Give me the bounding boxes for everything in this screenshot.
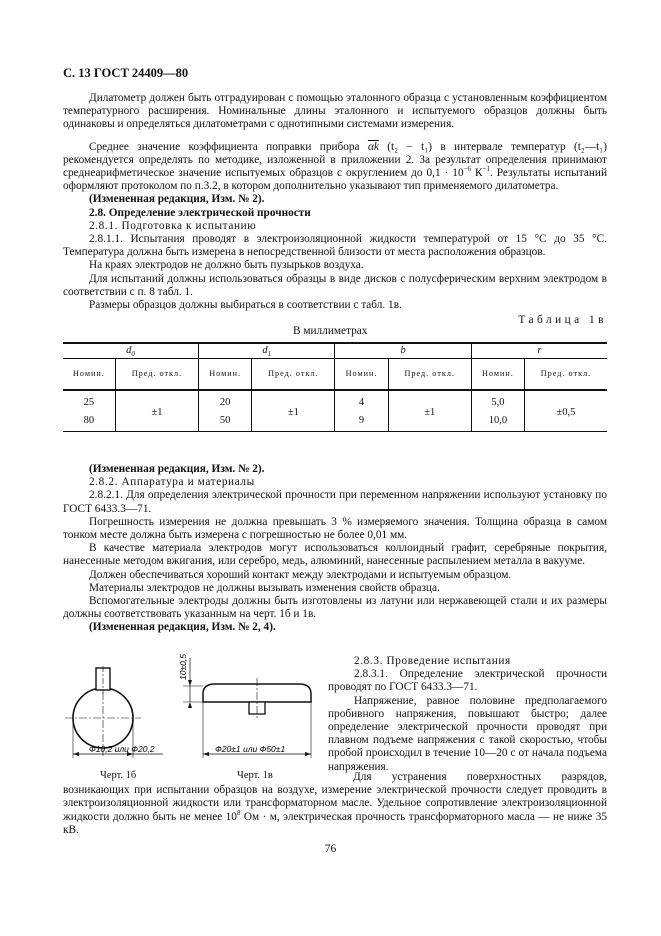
- section-2-8-title: 2.8. Определение электрической прочности: [89, 206, 311, 219]
- paragraph-contact: Должен обеспечиваться хороший контакт между электродами и испытуемым образцом.: [89, 568, 512, 581]
- table-cell: 50: [199, 411, 252, 432]
- section-2-8-1-title: 2.8.1. Подготовка к испытанию: [89, 219, 257, 232]
- exponent-minus-one: −1: [482, 165, 490, 174]
- col-header: Пред. откл.: [252, 358, 335, 390]
- paragraph-2-8-3-1: 2.8.3.1. Определение электрической прочности проводят по ГОСТ 6433.3—71.: [328, 668, 607, 694]
- figure-1v-caption: Черт. 1в: [237, 770, 273, 781]
- edit-note-1: (Измененная редакция, Изм. № 2).: [89, 193, 265, 206]
- paragraph-coefficient: [63, 141, 607, 194]
- edit-note-2: (Измененная редакция, Изм. № 2).: [89, 463, 265, 475]
- bottom-text: [63, 771, 607, 837]
- table-cell: ±0,5: [524, 390, 607, 432]
- paragraph-voltage: Напряжение, равное половине предполагаемого пробивного напряжения, повышают быстро; далее определение электрической прочности проводят при плавном подъеме напряжения с такой скоростью, чтобы пробой происходил в течение 10—20 с от начала подъема напряжения.: [328, 694, 607, 773]
- coefficient-text-a: Среднее значение коэффициента поправки прибора: [89, 140, 368, 153]
- table-row: [63, 390, 607, 411]
- paragraph-materials: В качестве материала электродов могут использоваться коллоидный графит, серебряные покрытия, нанесенные методом вжигания, или серебро, медь, алюминий, нанесенные распылением металла в вакууме.: [63, 542, 607, 568]
- dimension-height-label: 10±0,5: [178, 654, 188, 680]
- table-cell: 20: [199, 390, 252, 411]
- section-2-8-3-title: 2.8.3. Проведение испытания: [354, 655, 511, 667]
- table-unit: В миллиметрах: [293, 325, 368, 338]
- col-header: Пред. откл.: [115, 358, 198, 390]
- exponent-minus-six: −6: [463, 165, 472, 174]
- surface-text-a: Для устранения поверхностных разрядов, возникающих при испытании образцов на воздухе, измерение электрической прочности следует проводить в электроизоляционной жидкости или трансформаторном масле. Удельное сопротивление электроизоляционной жидкости должно быть не менее 10: [63, 771, 607, 823]
- table-caption: Таблица 1в: [518, 314, 607, 327]
- electrode-drawings: [63, 638, 323, 788]
- dimensions-table: [63, 342, 607, 432]
- col-header: Номин.: [63, 358, 115, 390]
- table-cell: 4: [335, 390, 388, 411]
- table-cell: 10,0: [471, 411, 524, 432]
- table-cell: ±1: [388, 390, 471, 432]
- table-cell: 5,0: [471, 390, 524, 411]
- col-header: Номин.: [335, 358, 388, 390]
- paragraph-2-8-2-1: 2.8.2.1. Для определения электрической прочности при переменном напряжении используют установку по ГОСТ 6433.3—71.: [63, 489, 607, 515]
- paragraph-sizes: Размеры образцов должны выбираться в соответствии с табл. 1в.: [89, 299, 402, 312]
- right-column-text: [328, 655, 607, 774]
- col-header: Номин.: [471, 358, 524, 390]
- col-group-d1: $d_1$: [199, 343, 335, 359]
- col-header: Пред. откл.: [388, 358, 471, 390]
- col-group-d0: $d_0$: [63, 343, 199, 359]
- page-header: С. 13 ГОСТ 24409—80: [63, 66, 189, 80]
- col-group-r: r: [471, 343, 607, 359]
- table-cell: ±1: [115, 390, 198, 432]
- dimension-1b-label: Ф10,2 или Ф20,2: [89, 744, 155, 754]
- paragraph-surface-discharges: [63, 771, 607, 837]
- upper-text: [63, 92, 607, 432]
- col-header: Пред. откл.: [524, 358, 607, 390]
- edit-note-3: (Измененная редакция, Изм. № 2, 4).: [89, 621, 276, 634]
- col-header: Номин.: [199, 358, 252, 390]
- lower-text: [63, 463, 607, 635]
- paragraph-properties: Материалы электродов не должны вызывать изменения свойств образца.: [89, 581, 440, 594]
- table-cell: 25: [83, 397, 95, 409]
- paragraph-auxiliary: Вспомогательные электроды должны быть изготовлены из латуни или нержавеющей стали и их размеры должны соответствовать указанным на черт. 1б и 1в.: [63, 595, 607, 621]
- page-number: 76: [324, 843, 337, 855]
- section-2-8-2-title: 2.8.2. Аппаратура и материалы: [89, 476, 255, 489]
- table-cell: 80: [63, 411, 115, 432]
- exponent-eight: 8: [236, 808, 241, 817]
- coefficient-text-b: (t₂ − t₁) в интервале температур (t₂—t₁) рекомендуется определять по методике, изложенной в приложении 2. За результат определения принимают среднеарифметическое значение испытуемых образцов с округлением до 0,1 · 10: [63, 140, 607, 180]
- paragraph-edges: На краях электродов не должно быть пузырьков воздуха.: [89, 259, 364, 272]
- paragraph-dilatometer: Дилатометр должен быть отградуирован с помощью эталонного образца с установленным коэффициентом температурного расширения. Номинальные длины эталонного и испытуемого образцов должны быть одинаковы и определяться дилатометрами с однотипными системами измерения.: [63, 92, 607, 131]
- dimension-1v-label: Ф20±1 или Ф50±1: [215, 744, 286, 754]
- paragraph-disks: Для испытаний должны использоваться образцы в виде дисков с полусферическим верхним электродом в соответствии с п. 8 табл. 1.: [63, 272, 607, 298]
- paragraph-2-8-1-1: 2.8.1.1. Испытания проводят в электроизоляционной жидкости температурой от 15 °С до 35 °С. Температура должна быть измерена в непосредственной близости от места расположения образцов.: [63, 233, 607, 259]
- table-cell: ±1: [252, 390, 335, 432]
- col-group-b: b: [335, 343, 471, 359]
- alpha-k-symbol: $\overline{\alpha k}$: [367, 140, 379, 153]
- surface-text-b: Ом · м, электрическая прочность трансформаторного масла — не ниже 35 кВ.: [63, 810, 607, 836]
- electrode-1v-drawing: [183, 658, 311, 758]
- figure-1b-caption: Черт. 1б: [100, 770, 137, 781]
- coefficient-text-d: . Результаты испытаний оформляют протоколом по п.3.2, в котором дополнительно указывают тип применяемого дилатометра.: [63, 167, 607, 193]
- table-cell: 9: [335, 411, 388, 432]
- paragraph-error: Погрешность измерения не должна превышать 3 % измеряемого значения. Толщина образца в самом тонком месте должна быть измерена с погрешностью не более 0,01 мм.: [63, 515, 607, 542]
- coefficient-text-c: К: [471, 167, 483, 180]
